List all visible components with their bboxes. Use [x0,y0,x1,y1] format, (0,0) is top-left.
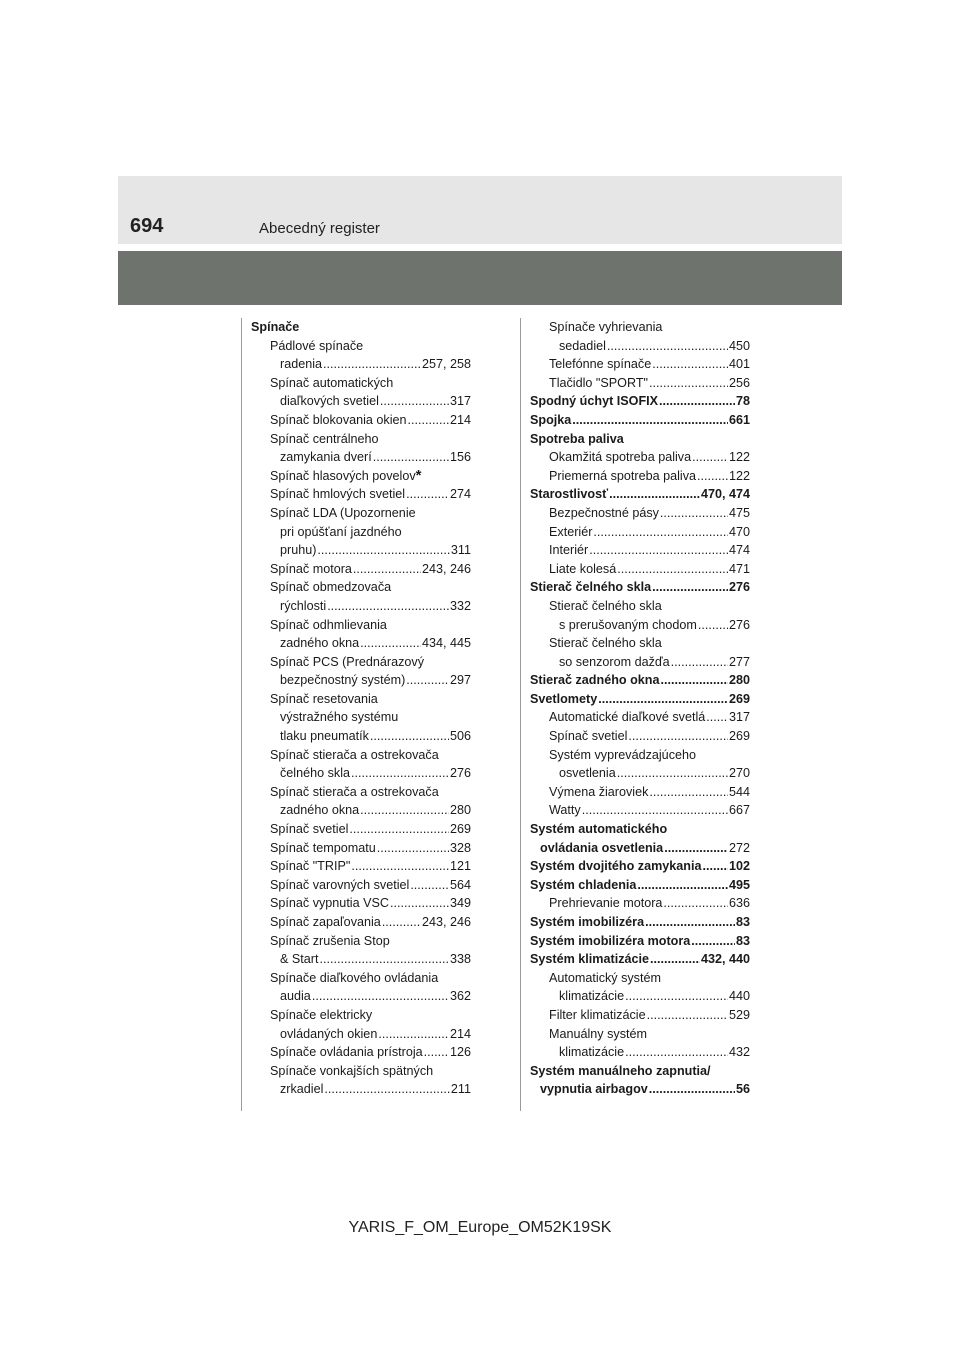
index-term: sedadiel [559,338,606,353]
index-entry [530,839,750,858]
index-entry [530,467,750,486]
index-term: Spínač varovných svetiel [270,877,410,892]
page-reference: 56 [735,1082,750,1097]
page-reference: 475 [728,505,750,520]
index-entry [251,1080,471,1099]
dot-leader [660,504,728,523]
page-reference: 432 [728,1045,750,1060]
index-entry [530,430,750,449]
page-reference: 297 [449,673,471,688]
index-entry [251,913,471,932]
dot-leader [598,690,728,709]
index-term: Telefónne spínače [549,357,652,372]
index-term: Spínače vonkajších spätných [270,1063,434,1078]
index-term: Automatické diaľkové svetlá [549,710,706,725]
index-term: Spínač zrušenia Stop [270,933,390,948]
index-entry [530,727,750,746]
dot-leader [607,337,728,356]
index-entry [530,634,750,653]
index-entry [530,950,750,969]
index-term: Starostlivosť [530,487,609,502]
section-title: Abecedný register [259,220,380,237]
index-term: Bezpečnostné pásy [549,505,659,520]
index-entry [251,987,471,1006]
index-term: osvetlenia [559,766,616,781]
index-entry [251,634,471,653]
index-term: Spínač zapaľovania [270,915,381,929]
page-reference: 529 [728,1007,750,1022]
page-reference: 280 [449,803,471,818]
index-term: Systém dvojitého zamykania [530,859,702,874]
index-entry [530,560,750,579]
index-term: Spínače vyhrievania [549,320,663,334]
page-reference: 280 [728,673,750,688]
index-entry [251,616,471,635]
index-term: diaľkových svetiel [280,394,379,409]
page-reference: 256 [728,375,750,390]
index-term: Spínač svetiel [549,729,628,744]
dot-leader [582,801,728,820]
dot-leader [380,392,449,411]
index-term: & Start [280,952,319,967]
index-entry [251,578,471,597]
page-number: 694 [130,215,164,237]
page-reference: 432, 440 [700,952,750,967]
index-entry [530,392,750,411]
index-term: pri opúšťaní jazdného [280,524,402,539]
index-entry [530,1043,750,1062]
index-term: Automatický systém [549,970,661,985]
index-entry [530,987,750,1006]
dot-leader [327,597,449,616]
index-entry [530,820,750,839]
dot-leader [377,839,449,858]
index-term: zadného okna [280,803,360,818]
index-entry [251,597,471,616]
document-footer: YARIS_F_OM_Europe_OM52K19SK [348,1219,612,1236]
index-entry [251,355,471,374]
dot-leader [671,653,728,672]
index-entry [530,1025,750,1044]
index-entry [251,671,471,690]
index-term: Watty [549,803,581,818]
dot-leader [382,913,421,932]
page-reference: 636 [728,896,750,911]
dot-leader [659,392,735,411]
index-entry [530,355,750,374]
dot-leader [351,857,449,876]
index-term: Stierač čelného skla [549,598,662,613]
index-term: Pádlové spínače [270,338,364,353]
index-term: Spínač hlasových povelov [270,468,416,483]
index-term: Spínač automatických [270,375,394,390]
index-entry [530,857,750,876]
index-column-1 [251,318,471,1099]
index-term: Spínač "TRIP" [270,859,351,874]
index-term: klimatizácie [559,1045,625,1060]
index-entry [251,1043,471,1062]
page-reference: 434, 445 [421,636,471,651]
column-divider-middle [520,318,521,1111]
index-entry [251,932,471,951]
page-reference: 544 [728,784,750,799]
dot-leader [692,448,728,467]
dot-leader [406,671,449,690]
index-entry [251,708,471,727]
index-term: bezpečnostný systém) [280,673,406,688]
page-reference: 338 [449,952,471,967]
index-entry [251,801,471,820]
index-entry [251,318,471,337]
index-term: Spínače diaľkového ovládania [270,970,439,985]
index-term: Exteriér [549,524,593,539]
index-term: audia [280,989,311,1004]
page-reference: 269 [728,729,750,744]
dot-leader [649,1080,735,1099]
index-entry [530,578,750,597]
dot-leader [360,634,421,653]
index-entry [530,504,750,523]
page-reference: 257, 258 [421,357,471,372]
index-term: Spínače ovládania prístroja [270,1045,423,1060]
index-term: s prerušovaným chodom [559,617,697,632]
index-term: ovládaných okien [280,1026,378,1041]
dot-leader [652,355,728,374]
index-term: Spínač PCS (Prednárazový [270,654,424,669]
index-term: čelného skla [280,766,351,781]
dot-leader [647,1006,728,1025]
dot-leader [652,578,728,597]
page-reference: 121 [449,859,471,874]
page-reference: 269 [449,822,471,837]
page-reference: 243, 246 [421,915,471,929]
index-term: Spínač resetovania [270,691,378,706]
index-entry [251,783,471,802]
dot-leader [698,616,728,635]
page-reference: 272 [728,840,750,855]
index-term: Stierač čelného skla [530,580,652,595]
index-entry [530,616,750,635]
index-entry [530,485,750,504]
page-reference: 495 [728,877,750,892]
index-entry [530,746,750,765]
index-term: Systém imobilizéra motora [530,933,691,948]
index-term: Spínače [251,320,300,334]
index-term: výstražného systému [280,710,399,725]
dot-leader [390,894,449,913]
page-reference: 470 [728,524,750,539]
index-term: zadného okna [280,636,360,651]
index-entry [251,374,471,393]
page-reference: 506 [449,729,471,744]
index-term: Manuálny systém [549,1026,647,1041]
index-term: Okamžitá spotreba paliva [549,450,692,465]
page-reference: 564 [449,877,471,892]
index-entry [251,1006,471,1025]
dot-leader [349,820,449,839]
page-reference: 214 [449,412,471,427]
dot-leader [617,764,728,783]
index-term: Spínač svetiel [270,822,349,837]
page-reference: 661 [728,412,750,427]
page-reference: 401 [728,357,750,372]
dot-leader [645,913,735,932]
dot-leader [323,355,421,374]
index-term: radenia [280,357,323,372]
index-entry [530,1080,750,1099]
index-entry [530,894,750,913]
dot-leader [664,839,728,858]
index-term: Interiér [549,543,589,558]
index-term: Priemerná spotreba paliva [549,468,697,483]
index-entry [251,504,471,523]
index-entry [530,969,750,988]
index-entry [251,337,471,356]
page-reference: 450 [728,338,750,353]
index-entry [251,411,471,430]
page-reference: 122 [728,468,750,483]
index-entry [530,374,750,393]
index-term: Systém imobilizéra [530,915,645,929]
index-term: Stierač zadného okna [530,673,660,688]
index-term: Systém automatického [530,822,668,837]
dot-leader [408,411,449,430]
index-term: Spínač hmlových svetiel [270,487,406,502]
page-reference: 156 [449,450,471,465]
index-entry [530,671,750,690]
index-term: Spojka [530,412,572,427]
page-reference: 274 [449,487,471,502]
page-header [118,176,842,244]
index-entry [251,969,471,988]
index-term: tlaku pneumatík [280,729,369,744]
index-entry [530,801,750,820]
index-term: ovládania osvetlenia [540,840,664,855]
dot-leader [702,857,728,876]
index-entry [251,653,471,672]
index-term: Spínače elektricky [270,1007,373,1022]
index-term: Spotreba paliva [530,431,624,446]
page-reference: 122 [728,450,750,465]
index-entry [530,764,750,783]
dot-leader [706,708,728,727]
dot-leader [660,671,728,690]
page-reference: 317 [449,394,471,409]
page-reference: 470, 474 [700,487,750,502]
dot-leader [572,411,728,430]
dot-leader [637,876,728,895]
index-entry [251,560,471,579]
index-term: Spínač odhmlievania [270,617,387,632]
index-entry [251,392,471,411]
dot-leader [697,467,728,486]
index-term: Systém manuálneho zapnutia/ [530,1063,711,1078]
index-entry [251,485,471,504]
index-term: Spínač stierača a ostrekovača [270,747,439,762]
page-reference: 102 [728,859,750,874]
page-reference: 317 [728,710,750,725]
page-reference: 332 [449,598,471,613]
index-term: Liate kolesá [549,561,617,576]
column-divider-left [241,318,242,1111]
dot-leader [628,727,728,746]
page-reference: 349 [449,896,471,911]
index-entry [530,1062,750,1081]
page-reference: 276 [728,580,750,595]
page-reference: 276 [728,617,750,632]
index-entry [251,448,471,467]
index-term: Systém vyprevádzajúceho [549,747,696,762]
dot-leader [625,1043,728,1062]
index-term: Spínač motora [270,561,352,576]
index-entry [251,523,471,542]
index-entry [251,950,471,969]
index-entry [530,783,750,802]
dot-leader [317,541,450,560]
dot-leader [312,987,449,1006]
dot-leader [353,560,421,579]
page-reference: 328 [449,840,471,855]
index-term: Svetlomety [530,691,598,706]
index-column-2 [530,318,750,1099]
index-entry [530,318,750,337]
index-entry [251,764,471,783]
page-reference: 471 [728,561,750,576]
page-reference: 667 [728,803,750,818]
page-reference: 362 [449,989,471,1004]
dot-leader [370,727,449,746]
dot-leader [406,485,449,504]
dot-leader [320,950,449,969]
page-reference: 83 [735,933,750,948]
dot-leader [625,987,728,1006]
index-entry [251,1062,471,1081]
index-term: Spínač obmedzovača [270,580,392,595]
index-entry [530,597,750,616]
index-term: klimatizácie [559,989,625,1004]
dot-leader [324,1080,450,1099]
index-term: Stierač čelného skla [549,636,662,651]
dot-leader [360,801,449,820]
index-entry [530,337,750,356]
dot-leader [378,1025,449,1044]
dot-leader [649,374,728,393]
page-reference: 474 [728,543,750,558]
index-term: rýchlosti [280,598,327,613]
index-entry [251,430,471,449]
index-entry [251,839,471,858]
index-term: Spínač blokovania okien [270,412,407,427]
index-term: vypnutia airbagov [540,1082,648,1097]
page-reference: 214 [449,1026,471,1041]
dot-leader [609,485,700,504]
index-term: Spínač centrálneho [270,431,379,446]
index-term: Spínač stierača a ostrekovača [270,784,439,799]
index-term: Systém chladenia [530,877,637,892]
index-entry [530,876,750,895]
index-term: Tlačidlo "SPORT" [549,375,648,390]
header-band [118,251,842,305]
index-entry [251,541,471,560]
index-term: Spodný úchyt ISOFIX [530,394,659,409]
dot-leader [650,950,700,969]
index-entry [251,727,471,746]
index-term: Spínač tempomatu [270,840,376,855]
index-term: Prehrievanie motora [549,896,663,911]
index-entry [530,411,750,430]
page-reference: 270 [728,766,750,781]
page-reference: 126 [449,1045,471,1060]
index-entry [251,894,471,913]
index-term: Filter klimatizácie [549,1007,646,1022]
index-entry [251,746,471,765]
dot-leader [691,932,735,951]
page-reference: 269 [728,691,750,706]
index-term: Systém klimatizácie [530,952,650,967]
index-entry [530,1006,750,1025]
index-entry [251,876,471,895]
index-term: Spínač LDA (Upozornenie [270,505,416,520]
index-entry [530,523,750,542]
index-entry [530,932,750,951]
page-reference: 83 [735,915,750,929]
page-reference: 311 [450,543,471,558]
index-term: Spínač vypnutia VSC [270,896,390,911]
index-entry [251,1025,471,1044]
index-entry [530,708,750,727]
index-term: pruhu) [280,543,317,558]
dot-leader [649,783,728,802]
index-term: zamykania dverí [280,450,372,465]
index-entry [251,690,471,709]
dot-leader [593,523,728,542]
page-reference: 276 [449,766,471,781]
page-reference: 211 [450,1082,471,1097]
index-entry [530,690,750,709]
dot-leader [351,764,449,783]
index-entry [530,653,750,672]
page-reference: 440 [728,989,750,1004]
dot-leader [424,1043,449,1062]
dot-leader [373,448,449,467]
index-entry [530,541,750,560]
page-reference: 277 [728,654,750,669]
index-entry [251,857,471,876]
index-entry [251,820,471,839]
dot-leader [410,876,449,895]
index-term: Výmena žiaroviek [549,784,649,799]
dot-leader [589,541,728,560]
page-reference: 243, 246 [421,561,471,576]
page-reference: 78 [735,394,750,409]
dot-leader [617,560,728,579]
index-term: zrkadiel [280,1082,324,1097]
index-term: so senzorom dažďa [559,654,670,669]
index-entry [530,448,750,467]
index-entry: Spínač hlasových povelov * [270,466,422,484]
dot-leader [663,894,728,913]
index-entry [530,913,750,932]
